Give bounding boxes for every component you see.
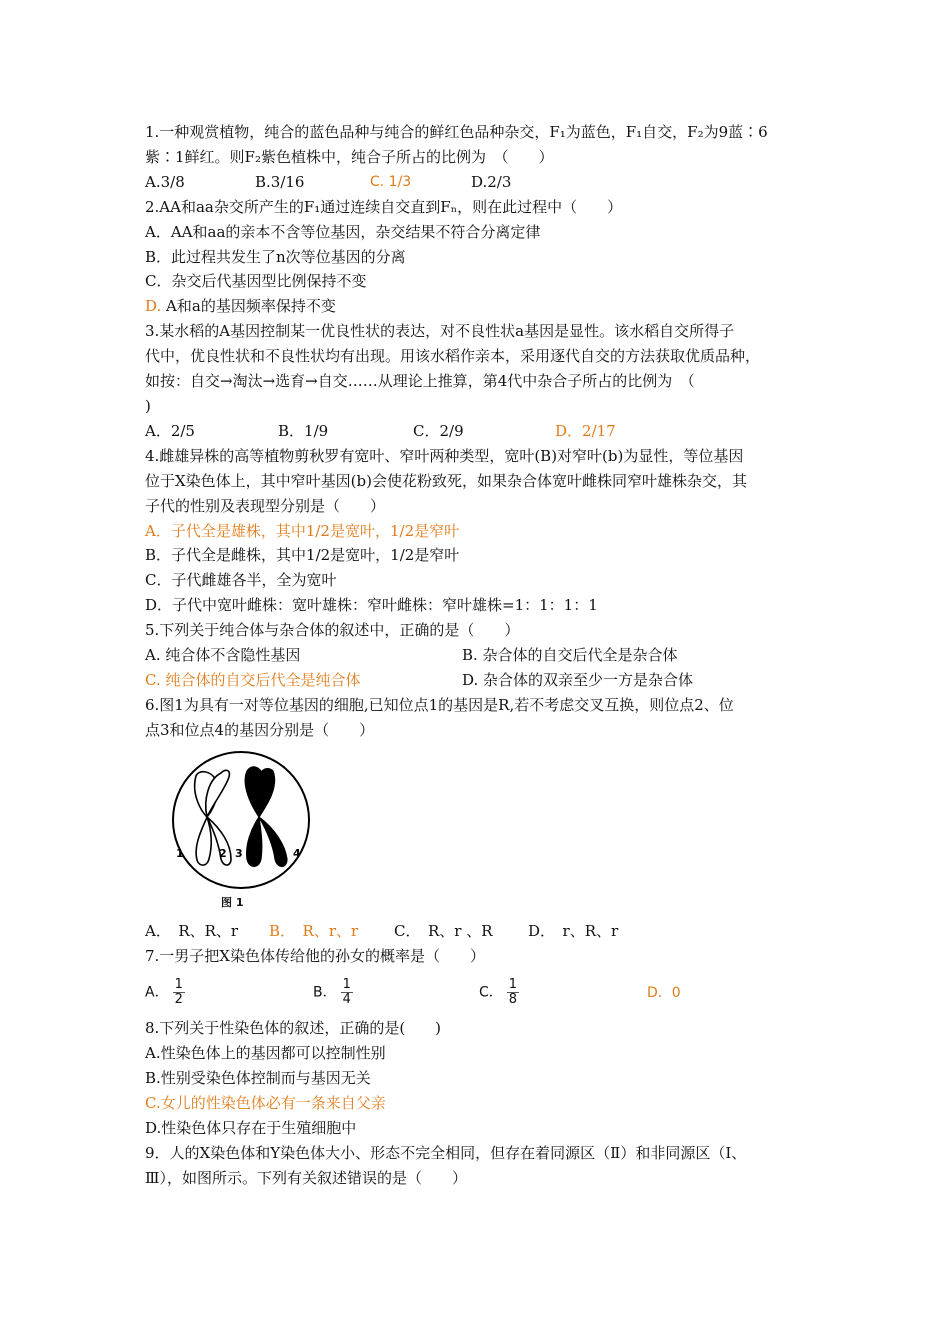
q5-options-row2 bbox=[145, 668, 813, 693]
q9-line2: Ⅲ），如图所示。下列有关叙述错误的是（ ） bbox=[145, 1168, 467, 1187]
q4-option-d: D．子代中宽叶雌株：宽叶雄株：窄叶雌株：窄叶雄株=1：1：1：1 bbox=[145, 596, 598, 615]
q2-answer-letter: D. bbox=[145, 297, 162, 316]
q7-options bbox=[145, 968, 813, 1016]
black-chromatid-right bbox=[259, 768, 287, 866]
q2-option-b: B．此过程共发生了n次等位基因的分离 bbox=[145, 247, 406, 266]
q3-option-c: C．2/9 bbox=[413, 421, 464, 440]
q4-line3: 子代的性别及表现型分别是（ ） bbox=[145, 496, 386, 515]
q5-option-b: B. 杂合体的自交后代全是杂合体 bbox=[462, 646, 678, 665]
q8-stem: 8.下列关于性染色体的叙述，正确的是( ) bbox=[145, 1019, 442, 1038]
locus-label-3: 3 bbox=[235, 846, 243, 860]
q1-option-d: D.2/3 bbox=[471, 172, 512, 191]
figure-1-cell-diagram bbox=[163, 749, 323, 919]
q9-line1: 9．人的X染色体和Y染色体大小、形态不完全相同，但存在着同源区（Ⅱ）和非同源区（Ⅰ、 bbox=[145, 1144, 747, 1162]
q5-option-d: D. 杂合体的双亲至少一方是杂合体 bbox=[462, 670, 694, 689]
q1-line1: 1.一种观赏植物，纯合的蓝色品种与纯合的鲜红色品种杂交，F₁为蓝色，F₁自交，F₂为9蓝∶6 bbox=[145, 123, 768, 141]
q8-option-d: D.性染色体只存在于生殖细胞中 bbox=[145, 1119, 357, 1138]
q1-option-a: A.3/8 bbox=[145, 172, 185, 191]
q3-option-b: B．1/9 bbox=[278, 421, 329, 440]
q3-option-a: A．2/5 bbox=[145, 421, 195, 440]
q5-options-row1 bbox=[145, 643, 813, 668]
q2-option-d-text: A和a的基因频率保持不变 bbox=[166, 297, 336, 316]
q6-options bbox=[145, 919, 813, 944]
q6-line2: 点3和位点4的基因分别是（ ） bbox=[145, 720, 375, 739]
black-chromosome bbox=[245, 767, 287, 867]
q5-stem: 5.下列关于纯合体与杂合体的叙述中，正确的是（ ） bbox=[145, 621, 520, 640]
q3-line1: 3.某水稻的A基因控制某一优良性状的表达，对不良性状a基因是显性。该水稻自交所得子 bbox=[145, 322, 735, 341]
locus-label-2: 2 bbox=[219, 846, 227, 860]
q6-option-a: A． R、R、r bbox=[145, 921, 239, 940]
q7-option-a: A． $\frac{1}{2}$ bbox=[145, 976, 183, 1007]
q4-option-c: C．子代雌雄各半，全为宽叶 bbox=[145, 571, 337, 590]
q1-options bbox=[145, 170, 813, 195]
q4-line2: 位于X染色体上，其中窄叶基因(b)会使花粉致死，如果杂合体宽叶雌株同窄叶雄株杂交，其 bbox=[145, 471, 747, 490]
exam-page bbox=[145, 120, 813, 1191]
q3-line4: ) bbox=[145, 396, 151, 415]
figure-caption: 图 1 bbox=[221, 895, 244, 909]
q2-option-c: C．杂交后代基因型比例保持不变 bbox=[145, 272, 367, 291]
q4-option-a-answer: A．子代全是雄株，其中1/2是宽叶，1/2是窄叶 bbox=[145, 521, 460, 540]
q7-option-c: C． $\frac{1}{8}$ bbox=[479, 976, 518, 1007]
q5-option-c-answer: C. 纯合体的自交后代全是纯合体 bbox=[145, 670, 361, 689]
locus-label-4: 4 bbox=[293, 846, 301, 860]
q8-option-c-answer: C.女儿的性染色体必有一条来自父亲 bbox=[145, 1094, 386, 1113]
q6-option-b-answer: B． R、r、r bbox=[269, 921, 359, 940]
q6-line1: 6.图1为具有一对等位基因的细胞,已知位点1的基因是R,若不考虑交叉互换，则位点2、位 bbox=[145, 695, 734, 714]
q3-line2: 代中，优良性状和不良性状均有出现。用该水稻作亲本，采用逐代自交的方法获取优质品种， bbox=[145, 347, 761, 366]
q7-option-d-answer: D．0 bbox=[647, 985, 681, 1002]
q6-option-d: D． r、R、r bbox=[528, 921, 619, 940]
q7-option-b: B． $\frac{1}{4}$ bbox=[313, 976, 351, 1007]
q2-stem: 2.AA和aa杂交所产生的F₁通过连续自交直到Fₙ，则在此过程中（ ） bbox=[145, 197, 623, 216]
q4-option-b: B．子代全是雌株，其中1/2是宽叶，1/2是窄叶 bbox=[145, 546, 460, 565]
q5-option-a: A. 纯合体不含隐性基因 bbox=[145, 646, 301, 665]
q3-options bbox=[145, 419, 813, 444]
cell-outline bbox=[173, 752, 309, 888]
q2-option-a: A．AA和aa的亲本不含等位基因，杂交结果不符合分离定律 bbox=[145, 222, 541, 241]
cell-chromosome-svg bbox=[163, 749, 323, 894]
q1-line2: 紫∶1鲜红。则F₂紫色植株中，纯合子所占的比例为 （ ） bbox=[145, 147, 554, 166]
q1-option-c-answer: C. 1/3 bbox=[370, 173, 412, 190]
q8-option-a: A.性染色体上的基因都可以控制性别 bbox=[145, 1044, 386, 1063]
locus-label-1: 1 bbox=[176, 846, 184, 860]
q1-option-b: B.3/16 bbox=[255, 172, 305, 191]
q2-option-d bbox=[145, 294, 813, 319]
q3-line3: 如按：自交→淘汰→选育→自交……从理论上推算，第4代中杂合子所占的比例为 （ bbox=[145, 372, 695, 391]
q7-stem: 7.一男子把X染色体传给他的孙女的概率是（ ） bbox=[145, 946, 485, 965]
q6-option-c: C． R、r 、R bbox=[394, 921, 493, 940]
q3-option-d-answer: D．2/17 bbox=[555, 421, 616, 440]
q8-option-b: B.性别受染色体控制而与基因无关 bbox=[145, 1069, 371, 1088]
q4-line1: 4.雌雄异株的高等植物剪秋罗有宽叶、窄叶两种类型，宽叶(B)对窄叶(b)为显性，等位基因 bbox=[145, 446, 744, 465]
